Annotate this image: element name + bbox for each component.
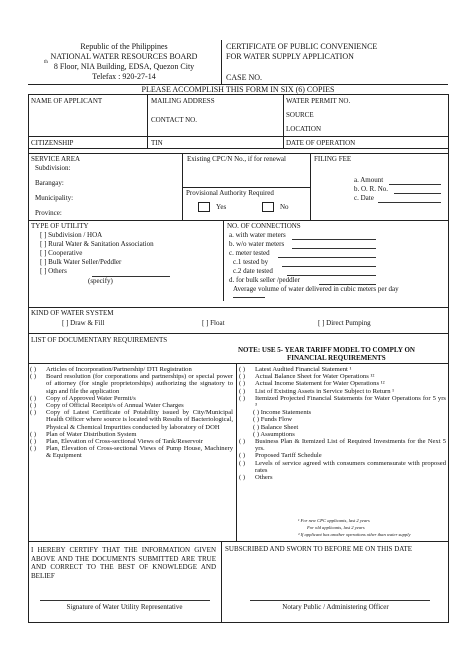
- utility-option-others[interactable]: [ ] Others: [40, 267, 67, 275]
- left-item[interactable]: [30, 409, 233, 431]
- requirement-text: Levels of service agreed with consumers commensurate with proposed rates: [255, 459, 446, 474]
- requirement-checkbox[interactable]: ( ): [30, 438, 37, 446]
- yes-label: Yes: [216, 203, 227, 211]
- requirement-checkbox[interactable]: ( ): [239, 438, 246, 446]
- requirement-text: Copy of Official Receipt/s of Annual Water Charges: [46, 402, 184, 410]
- left-item[interactable]: [30, 402, 233, 409]
- requirement-text: Copy of Approved Water Permit/s: [46, 394, 136, 402]
- requirement-checkbox[interactable]: ( ): [30, 373, 37, 381]
- requirement-text: Actual Income Statement for Water Operations ¹²: [255, 380, 385, 388]
- requirement-text: Others: [255, 474, 273, 482]
- utility-option-bulk[interactable]: [ ] Bulk Water Seller/Peddler: [40, 258, 122, 266]
- water-permit-label: WATER PERMIT NO.: [286, 97, 351, 105]
- with-meters-label: a. with water meters: [229, 231, 286, 239]
- filing-fee-label: FILING FEE: [314, 155, 352, 163]
- requirement-checkbox[interactable]: ( ): [239, 373, 246, 381]
- tin-label: TIN: [151, 139, 163, 147]
- left-item[interactable]: [30, 445, 233, 459]
- meter-tested-label: c. meter tested: [229, 249, 270, 257]
- requirement-text: Actual Balance Sheet for Water Operations ¹²: [255, 373, 375, 381]
- date-label: c. Date: [354, 194, 374, 202]
- source-label: SOURCE: [286, 111, 314, 119]
- right-item[interactable]: [239, 416, 446, 423]
- republic-label: Republic of the Philippines: [80, 42, 168, 51]
- right-item[interactable]: [239, 409, 446, 416]
- requirement-text: Plan, Elevation of Cross-sectional Views of Pump House, Machinery & Equipment: [46, 445, 233, 460]
- left-item[interactable]: [30, 395, 233, 402]
- utility-option-rural[interactable]: [ ] Rural Water & Sanitation Association: [40, 240, 154, 248]
- requirements-left-list: [30, 366, 233, 460]
- certification-statement: I HEREBY CERTIFY THAT THE INFORMATION GIVEN ABOVE AND THE DOCUMENTS SUBMITTED ARE TRUE AND CORRECT TO THE BEST OF KNOWLEDGE AND BELIEF: [31, 546, 216, 580]
- left-item[interactable]: [30, 366, 233, 373]
- requirement-text: ( ) Funds Flow: [253, 416, 293, 424]
- requirement-text: ( ) Assumptions: [253, 430, 295, 438]
- footnote-3: ³ If applicant has another operations other than water supply: [298, 532, 411, 537]
- type-of-utility-title: TYPE OF UTILITY: [31, 222, 89, 230]
- direct-pumping-option[interactable]: [ ] Direct Pumping: [318, 319, 371, 327]
- right-item[interactable]: [239, 452, 446, 459]
- telefax: Telefax : 920-27-14: [92, 72, 156, 81]
- tariff-note-line2: FINANCIAL REQUIREMENTS: [287, 354, 386, 362]
- requirement-text: Itemized Projected Financial Statements for Water Operations for 5 yrs ³: [255, 394, 446, 410]
- floor-superscript: th: [44, 60, 48, 65]
- date-of-operation-label: DATE OF OPERATION: [286, 139, 356, 147]
- utility-option-subdivision[interactable]: [ ] Subdivision / HOA: [40, 231, 103, 239]
- cert-title-line1: CERTIFICATE OF PUBLIC CONVENIENCE: [226, 42, 378, 51]
- requirement-checkbox[interactable]: ( ): [239, 474, 246, 482]
- requirement-checkbox[interactable]: ( ): [30, 366, 37, 373]
- requirements-right-list: [239, 366, 446, 481]
- subdivision-label: Subdivision:: [35, 164, 71, 172]
- utility-option-cooperative[interactable]: [ ] Cooperative: [40, 249, 83, 257]
- requirement-checkbox[interactable]: ( ): [239, 387, 246, 395]
- footnote-2: For old applicants, last 2 years: [307, 525, 365, 530]
- requirement-text: Plan of Water Distribution System: [46, 430, 137, 438]
- requirement-text: List of Existing Assets in Service Subject to Return ¹: [255, 387, 395, 395]
- tariff-note-line1: NOTE: USE 5- YEAR TARIFF MODEL TO COMPLY ON: [238, 346, 415, 354]
- requirement-checkbox[interactable]: ( ): [239, 394, 246, 402]
- provisional-authority-label: Provisional Authority Required: [186, 189, 274, 197]
- requirement-checkbox[interactable]: ( ): [239, 380, 246, 388]
- left-item[interactable]: [30, 438, 233, 445]
- average-volume-label: Average volume of water delivered in cubic meters per day: [233, 285, 399, 293]
- right-item[interactable]: [239, 366, 446, 373]
- requirement-text: Articles of Incorporation/Partnership/ DTI Registration: [46, 366, 192, 373]
- requirement-text: Proposed Tariff Schedule: [255, 452, 322, 460]
- requirement-checkbox[interactable]: ( ): [239, 452, 246, 460]
- requirement-checkbox[interactable]: ( ): [239, 366, 246, 373]
- existing-cpc-label: Existing CPC/N No., if for renewal: [187, 155, 286, 163]
- cert-title-line2: FOR WATER SUPPLY APPLICATION: [226, 52, 354, 61]
- subscribed-sworn-label: SUBSCRIBED AND SWORN TO BEFORE ME ON THIS DATE: [225, 545, 413, 553]
- no-checkbox[interactable]: [262, 202, 274, 212]
- municipality-label: Municipality:: [35, 194, 74, 202]
- amount-label: a. Amount: [354, 176, 384, 184]
- notary-label: Notary Public / Administering Officer: [282, 603, 389, 611]
- service-area-label: SERVICE AREA: [31, 155, 81, 163]
- representative-signature-label: Signature of Water Utility Representative: [66, 603, 183, 611]
- right-item[interactable]: [239, 438, 446, 452]
- requirement-checkbox[interactable]: ( ): [239, 459, 246, 467]
- right-item[interactable]: [239, 460, 446, 474]
- requirement-checkbox[interactable]: ( ): [30, 394, 37, 402]
- location-label: LOCATION: [286, 125, 321, 133]
- bulk-seller-label: d. for bulk seller /peddler: [229, 276, 300, 284]
- name-of-applicant-label: NAME OF APPLICANT: [31, 97, 103, 105]
- contact-no-label: CONTACT NO.: [151, 116, 197, 124]
- form-instruction: PLEASE ACCOMPLISH THIS FORM IN SIX (6) COPIES: [141, 85, 335, 94]
- yes-checkbox[interactable]: [198, 202, 210, 212]
- requirement-text: Business Plan & Itemized List of Required Investments for the Next 5 yrs.: [255, 438, 446, 453]
- right-item[interactable]: [239, 388, 446, 395]
- board-address: 8 Floor, NIA Building, EDSA, Quezon City: [53, 62, 195, 71]
- right-item[interactable]: [239, 431, 446, 438]
- without-meters-label: b. w/o water meters: [229, 240, 285, 248]
- requirement-checkbox[interactable]: ( ): [30, 402, 37, 410]
- requirement-checkbox[interactable]: ( ): [30, 409, 37, 417]
- docs-title: LIST OF DOCUMENTARY REQUIREMENTS: [31, 336, 168, 344]
- right-item[interactable]: [239, 373, 446, 380]
- float-option[interactable]: [ ] Float: [202, 319, 225, 327]
- right-item[interactable]: [239, 395, 446, 409]
- or-no-label: b. O. R. No.: [354, 185, 389, 193]
- draw-fill-option[interactable]: [ ] Draw & Fill: [62, 319, 105, 327]
- date-tested-label: c.2 date tested: [233, 267, 273, 275]
- requirement-text: Board resolution (for corporations and partnerships) or special power of attorney (for single proprietorships) authorizing the signatory to sign and file the application: [46, 373, 233, 395]
- no-label: No: [280, 203, 289, 211]
- requirement-text: ( ) Balance Sheet: [253, 423, 299, 431]
- specify-label: (specify): [88, 277, 113, 285]
- barangay-label: Barangay:: [35, 179, 64, 187]
- requirement-text: ( ) Income Statements: [253, 409, 312, 417]
- tested-by-label: c.1 tested by: [233, 258, 269, 266]
- case-no-label: CASE NO.: [226, 73, 263, 82]
- left-item[interactable]: [30, 373, 233, 395]
- footnote-1: ¹ For new CPC applicants, last 2 years: [298, 518, 370, 523]
- connections-title: NO. OF CONNECTIONS: [227, 222, 301, 230]
- citizenship-label: CITIZENSHIP: [31, 139, 74, 147]
- requirement-text: Plan, Elevation of Cross-sectional Views of Tank/Reservoir: [46, 438, 203, 446]
- requirement-text: Copy of Latest Certificate of Potability issued by City/Municipal Health Officer where source is located with Results of Bacteriological, Physical & Chemical Impurities conducted by laboratory of DOH: [46, 409, 233, 431]
- requirement-checkbox[interactable]: ( ): [30, 430, 37, 438]
- mailing-address-label: MAILING ADDRESS: [151, 97, 215, 105]
- requirement-checkbox[interactable]: ( ): [30, 445, 37, 453]
- right-item[interactable]: [239, 380, 446, 387]
- right-item[interactable]: [239, 474, 446, 481]
- requirement-text: Latest Audited Financial Statement ¹: [255, 366, 352, 373]
- province-label: Province:: [35, 209, 62, 217]
- left-item[interactable]: [30, 431, 233, 438]
- water-system-title: KIND OF WATER SYSTEM: [31, 309, 114, 317]
- right-item[interactable]: [239, 424, 446, 431]
- board-name: NATIONAL WATER RESOURCES BOARD: [50, 52, 198, 61]
